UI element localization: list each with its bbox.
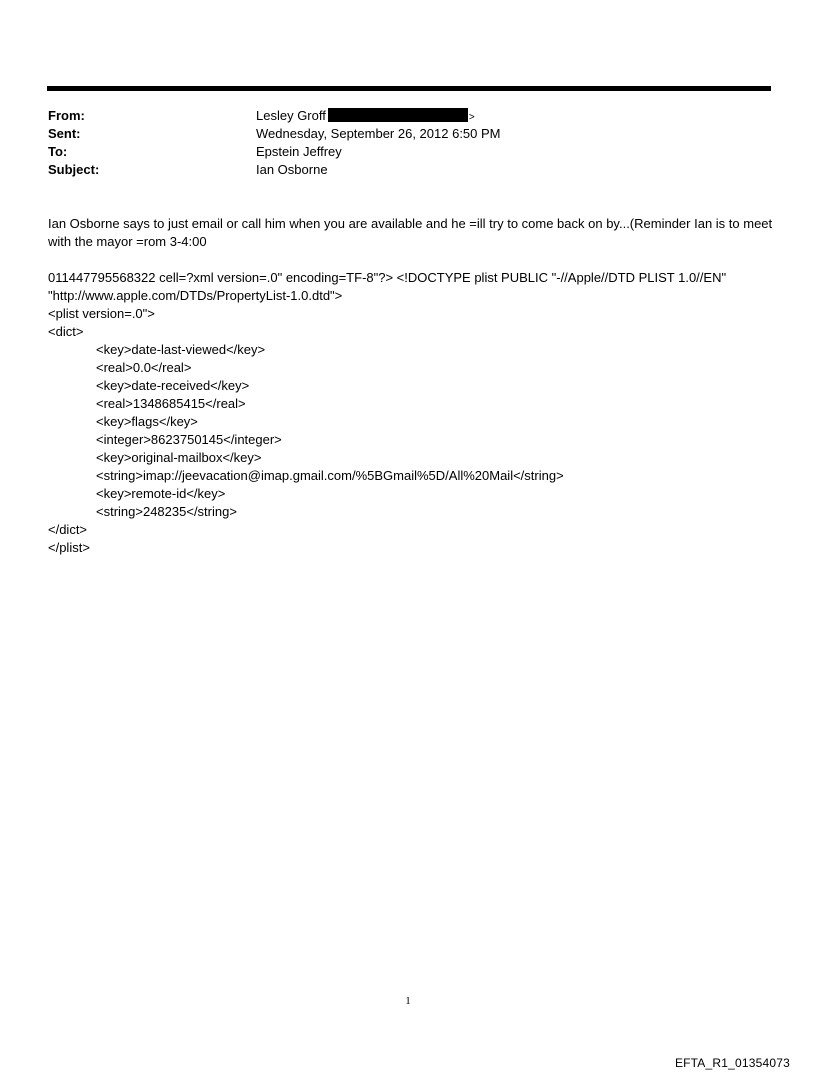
sent-value: Wednesday, September 26, 2012 6:50 PM: [256, 126, 501, 141]
dict-entry: <real>0.0</real>: [96, 360, 192, 375]
dict-entry: <key>date-last-viewed</key>: [96, 342, 266, 357]
dict-entry: <key>remote-id</key>: [96, 486, 226, 501]
from-row: [48, 107, 768, 125]
closing-line: </dict>: [48, 522, 88, 537]
dict-entry: <key>flags</key>: [96, 414, 198, 429]
page-number: 1: [405, 995, 411, 1007]
plist-line: <dict>: [48, 324, 84, 339]
header-divider: [47, 86, 771, 91]
document-id: EFTA_R1_01354073: [674, 1056, 790, 1070]
redaction-block: [328, 108, 468, 122]
dict-entry: <key>original-mailbox</key>: [96, 450, 262, 465]
closing-line: </plist>: [48, 540, 90, 555]
dict-entry: <real>1348685415</real>: [96, 396, 246, 411]
subject-value: Ian Osborne: [256, 162, 328, 177]
dict-entry: <string>248235</string>: [96, 504, 237, 519]
message-paragraph: Ian Osborne says to just email or call him when you are available and he =ill try to come back on by...(Reminder Ian is to meet with the mayor =rom 3-4:00: [48, 216, 773, 249]
sent-label: Sent:: [48, 126, 81, 141]
to-label: To:: [48, 144, 68, 159]
subject-label: Subject:: [48, 162, 100, 177]
plist-line: "http://www.apple.com/DTDs/PropertyList-1.0.dtd">: [48, 288, 343, 303]
subject-row: [48, 161, 768, 179]
dict-entry: <string>imap://jeevacation@imap.gmail.com/%5BGmail%5D/All%20Mail</string>: [96, 468, 564, 483]
from-value-wrapper: [256, 107, 475, 127]
sent-row: [48, 125, 768, 143]
from-label: From:: [48, 108, 85, 123]
dict-entry: <key>date-received</key>: [96, 378, 250, 393]
to-row: [48, 143, 768, 161]
to-value: Epstein Jeffrey: [256, 144, 342, 159]
email-body: [48, 215, 774, 557]
dict-entry: <integer>8623750145</integer>: [96, 432, 282, 447]
from-trailing: >: [468, 112, 475, 123]
email-header: [48, 107, 768, 179]
plist-line: 011447795568322 cell=?xml version=.0" encoding=TF-8"?> <!DOCTYPE plist PUBLIC "-//Apple//DTD PLIST 1.0//EN": [48, 270, 727, 285]
from-value: Lesley Groff: [256, 108, 326, 123]
plist-line: <plist version=.0">: [48, 306, 155, 321]
